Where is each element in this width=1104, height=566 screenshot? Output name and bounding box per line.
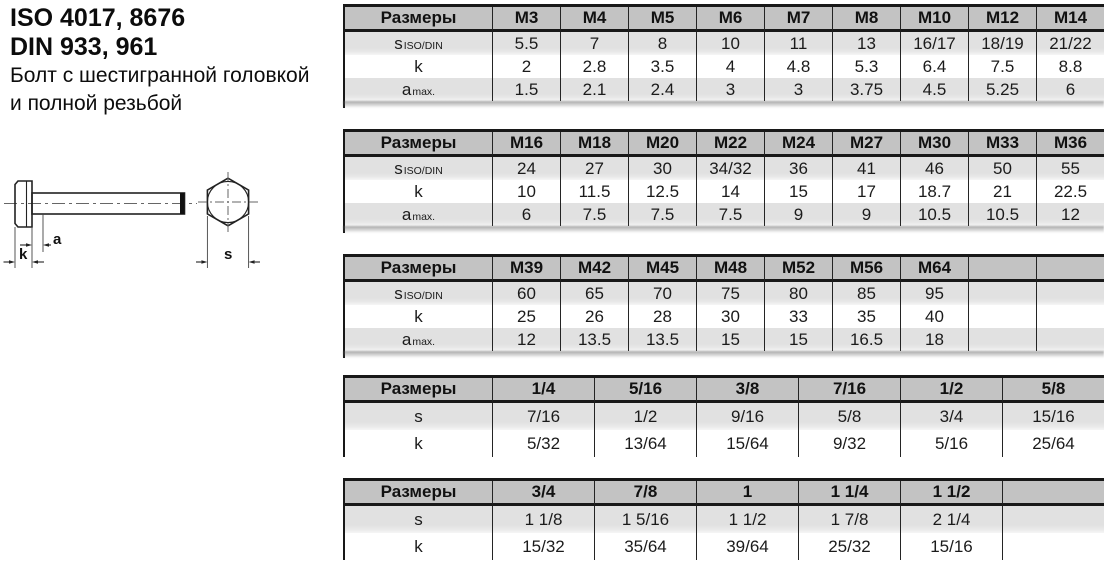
value-cell: 5/32	[492, 430, 594, 457]
row-label: k	[414, 306, 423, 326]
row-label: s ISO/DIN	[345, 32, 492, 55]
column-header: M6	[696, 7, 764, 32]
column-header: M7	[764, 7, 832, 32]
column-header: 1/2	[900, 378, 1002, 403]
value-cell: 85	[832, 282, 900, 305]
value-cell: 30	[696, 305, 764, 328]
value-cell: 1.5	[492, 78, 560, 101]
row-label: k	[414, 433, 423, 453]
product-description-line1: Болт с шестигранной головкой	[10, 64, 310, 87]
bolt-technical-drawing	[0, 158, 290, 283]
value-cell: 9/16	[696, 403, 798, 430]
title-block	[10, 4, 340, 118]
bolt-thread-end-cap	[180, 193, 185, 214]
value-cell: 8.8	[1036, 55, 1104, 78]
value-cell: 12	[1036, 203, 1104, 226]
table-metric-m39-m64	[343, 254, 1104, 358]
value-cell: 7/16	[492, 403, 594, 430]
value-cell: 21/22	[1036, 32, 1104, 55]
value-cell: 13.5	[628, 328, 696, 351]
value-cell: 14	[696, 180, 764, 203]
value-cell: 60	[492, 282, 560, 305]
row-label: k	[414, 536, 423, 556]
value-cell: 1 1/8	[492, 506, 594, 533]
row-label-subscript: max.	[412, 86, 436, 99]
value-cell: 39/64	[696, 533, 798, 560]
value-cell	[968, 328, 1036, 351]
value-cell: 25	[492, 305, 560, 328]
table-row	[345, 55, 1104, 78]
value-cell: 10	[492, 180, 560, 203]
value-cell: 55	[1036, 157, 1104, 180]
column-header: 3/4	[492, 481, 594, 506]
column-header: M5	[628, 7, 696, 32]
value-cell: 7.5	[968, 55, 1036, 78]
table-row	[345, 305, 1104, 328]
value-cell: 4	[696, 55, 764, 78]
table-row	[345, 282, 1104, 305]
value-cell: 95	[900, 282, 968, 305]
value-cell: 15	[696, 328, 764, 351]
row-label: s	[345, 403, 492, 430]
value-cell: 25/64	[1002, 430, 1104, 457]
value-cell: 80	[764, 282, 832, 305]
table-header-row	[345, 481, 1104, 506]
table-inch-small	[343, 375, 1104, 457]
value-cell: 10.5	[900, 203, 968, 226]
value-cell: 3/4	[900, 403, 1002, 430]
column-header: M33	[968, 132, 1036, 157]
value-cell: 50	[968, 157, 1036, 180]
table-row	[345, 403, 1104, 430]
column-header: M10	[900, 7, 968, 32]
table-row	[345, 157, 1104, 180]
value-cell: 24	[492, 157, 560, 180]
value-cell: 2 1/4	[900, 506, 1002, 533]
value-cell: 15/16	[1002, 403, 1104, 430]
value-cell: 12.5	[628, 180, 696, 203]
table-bottom-shadow	[343, 226, 1104, 233]
column-header: 1	[696, 481, 798, 506]
value-cell: 3.5	[628, 55, 696, 78]
standard-iso-title: ISO 4017, 8676	[10, 4, 186, 32]
value-cell: 16.5	[832, 328, 900, 351]
table-bottom-shadow	[343, 101, 1104, 108]
value-cell: 18.7	[900, 180, 968, 203]
table-bottom-shadow	[343, 351, 1104, 358]
value-cell: 1 7/8	[798, 506, 900, 533]
column-header	[968, 257, 1036, 282]
dim-label-a: a	[53, 231, 62, 248]
column-header: M22	[696, 132, 764, 157]
table-row	[345, 78, 1104, 101]
column-header: M39	[492, 257, 560, 282]
column-header: 1/4	[492, 378, 594, 403]
value-cell: 10	[696, 32, 764, 55]
value-cell: 10.5	[968, 203, 1036, 226]
value-cell: 13/64	[594, 430, 696, 457]
value-cell: 25/32	[798, 533, 900, 560]
value-cell: 28	[628, 305, 696, 328]
value-cell: 11.5	[560, 180, 628, 203]
size-header-label: Размеры	[345, 7, 492, 32]
value-cell: 2	[492, 55, 560, 78]
row-label-subscript: ISO/DIN	[403, 290, 443, 303]
row-label: a max.	[345, 203, 492, 226]
value-cell: 7.5	[628, 203, 696, 226]
table-row	[345, 328, 1104, 351]
column-header: M27	[832, 132, 900, 157]
value-cell: 15	[764, 180, 832, 203]
value-cell: 18/19	[968, 32, 1036, 55]
table-header-row	[345, 257, 1104, 282]
value-cell: 70	[628, 282, 696, 305]
column-header: M16	[492, 132, 560, 157]
column-header: M30	[900, 132, 968, 157]
value-cell: 5.25	[968, 78, 1036, 101]
table-row	[345, 430, 1104, 457]
value-cell	[1002, 533, 1104, 560]
value-cell: 26	[560, 305, 628, 328]
value-cell	[968, 282, 1036, 305]
column-header: M20	[628, 132, 696, 157]
value-cell: 15/64	[696, 430, 798, 457]
table-row	[345, 533, 1104, 560]
column-header: M24	[764, 132, 832, 157]
value-cell: 27	[560, 157, 628, 180]
value-cell	[1036, 328, 1104, 351]
table-row	[345, 32, 1104, 55]
value-cell: 7	[560, 32, 628, 55]
column-header: M42	[560, 257, 628, 282]
value-cell: 4.5	[900, 78, 968, 101]
value-cell: 15/32	[492, 533, 594, 560]
row-label-subscript: ISO/DIN	[403, 40, 443, 53]
value-cell: 3	[696, 78, 764, 101]
dim-k-arrow-left	[9, 260, 15, 264]
size-header-label: Размеры	[345, 481, 492, 506]
table-row	[345, 203, 1104, 226]
value-cell: 30	[628, 157, 696, 180]
row-label: s ISO/DIN	[345, 282, 492, 305]
value-cell: 5/16	[900, 430, 1002, 457]
value-cell: 2.4	[628, 78, 696, 101]
value-cell: 5.3	[832, 55, 900, 78]
standard-din-title: DIN 933, 961	[10, 33, 158, 61]
column-header: 1 1/4	[798, 481, 900, 506]
row-label: a max.	[345, 78, 492, 101]
value-cell	[1036, 305, 1104, 328]
value-cell	[968, 305, 1036, 328]
row-label-subscript: ISO/DIN	[403, 165, 443, 178]
column-header: M48	[696, 257, 764, 282]
column-header: M36	[1036, 132, 1104, 157]
value-cell: 65	[560, 282, 628, 305]
value-cell: 3	[764, 78, 832, 101]
value-cell: 41	[832, 157, 900, 180]
column-header: 3/8	[696, 378, 798, 403]
value-cell: 1 5/16	[594, 506, 696, 533]
value-cell: 22.5	[1036, 180, 1104, 203]
row-label-subscript: max.	[412, 211, 436, 224]
dim-a-arrow-right	[43, 243, 49, 247]
column-header: M4	[560, 7, 628, 32]
value-cell: 9	[764, 203, 832, 226]
row-label: k	[414, 56, 423, 76]
value-cell: 5/8	[798, 403, 900, 430]
column-header: 7/8	[594, 481, 696, 506]
value-cell: 40	[900, 305, 968, 328]
column-header: M18	[560, 132, 628, 157]
column-header: 5/8	[1002, 378, 1104, 403]
value-cell: 13.5	[560, 328, 628, 351]
table-header-row	[345, 378, 1104, 403]
value-cell: 2.1	[560, 78, 628, 101]
value-cell: 2.8	[560, 55, 628, 78]
value-cell: 6.4	[900, 55, 968, 78]
value-cell: 7.5	[560, 203, 628, 226]
table-header-row	[345, 7, 1104, 32]
column-header: 5/16	[594, 378, 696, 403]
value-cell: 35/64	[594, 533, 696, 560]
value-cell: 46	[900, 157, 968, 180]
value-cell: 1 1/2	[696, 506, 798, 533]
value-cell: 11	[764, 32, 832, 55]
dim-k-arrow-right	[32, 260, 38, 264]
column-header: M45	[628, 257, 696, 282]
value-cell: 17	[832, 180, 900, 203]
row-label: a max.	[345, 328, 492, 351]
value-cell: 1/2	[594, 403, 696, 430]
table-row	[345, 506, 1104, 533]
value-cell: 6	[1036, 78, 1104, 101]
column-header: M3	[492, 7, 560, 32]
value-cell: 6	[492, 203, 560, 226]
dim-s-arrow-right	[249, 260, 255, 264]
value-cell: 15/16	[900, 533, 1002, 560]
value-cell	[1002, 506, 1104, 533]
column-header: M56	[832, 257, 900, 282]
table-row	[345, 180, 1104, 203]
value-cell: 13	[832, 32, 900, 55]
value-cell: 12	[492, 328, 560, 351]
column-header	[1002, 481, 1104, 506]
size-header-label: Размеры	[345, 132, 492, 157]
value-cell: 8	[628, 32, 696, 55]
value-cell: 5.5	[492, 32, 560, 55]
row-label-subscript: max.	[412, 336, 436, 349]
value-cell: 16/17	[900, 32, 968, 55]
value-cell: 33	[764, 305, 832, 328]
value-cell: 7.5	[696, 203, 764, 226]
value-cell: 75	[696, 282, 764, 305]
value-cell: 36	[764, 157, 832, 180]
row-label: k	[414, 181, 423, 201]
value-cell: 3.75	[832, 78, 900, 101]
value-cell: 18	[900, 328, 968, 351]
column-header: M52	[764, 257, 832, 282]
value-cell: 9/32	[798, 430, 900, 457]
table-metric-m16-m36	[343, 129, 1104, 233]
size-header-label: Размеры	[345, 257, 492, 282]
value-cell: 15	[764, 328, 832, 351]
value-cell: 4.8	[764, 55, 832, 78]
value-cell: 21	[968, 180, 1036, 203]
column-header: M14	[1036, 7, 1104, 32]
table-header-row	[345, 132, 1104, 157]
product-description-line2: и полной резьбой	[10, 92, 183, 115]
size-header-label: Размеры	[345, 378, 492, 403]
table-metric-m3-m14	[343, 4, 1104, 108]
column-header	[1036, 257, 1104, 282]
dim-label-k: k	[19, 246, 28, 263]
column-header: M8	[832, 7, 900, 32]
value-cell	[1036, 282, 1104, 305]
column-header: M12	[968, 7, 1036, 32]
dim-s-arrow-left	[201, 260, 207, 264]
row-label: s ISO/DIN	[345, 157, 492, 180]
column-header: 1 1/2	[900, 481, 1002, 506]
value-cell: 34/32	[696, 157, 764, 180]
value-cell: 35	[832, 305, 900, 328]
value-cell: 9	[832, 203, 900, 226]
column-header: 7/16	[798, 378, 900, 403]
table-inch-large	[343, 478, 1104, 560]
row-label: s	[345, 506, 492, 533]
dim-label-s: s	[224, 246, 233, 263]
column-header: M64	[900, 257, 968, 282]
